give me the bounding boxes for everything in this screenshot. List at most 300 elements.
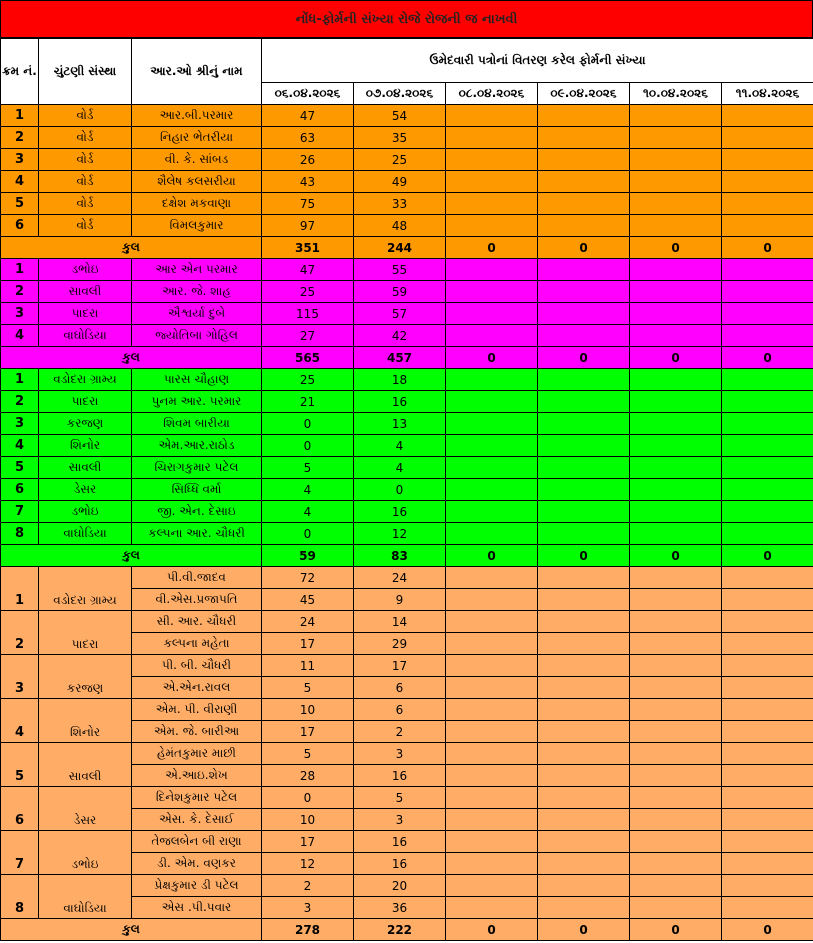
- ro-name: પુનમ આર. પરમાર: [132, 391, 262, 413]
- table-row: [1, 325, 813, 347]
- table-cell: [446, 369, 538, 391]
- serial-number: 3: [1, 655, 39, 699]
- table-cell: [446, 259, 538, 281]
- table-cell: [722, 215, 813, 237]
- count-day-1: 72: [262, 567, 354, 589]
- count-day-1: 17: [262, 831, 354, 853]
- total-label: કુલ: [1, 919, 262, 941]
- ro-name: કલ્પના આર. ચૌધરી: [132, 523, 262, 545]
- table-cell: [722, 743, 813, 765]
- table-row: [1, 413, 813, 435]
- table-cell: [538, 413, 630, 435]
- ro-name: એમ. જે. બારીઆ: [132, 721, 262, 743]
- ro-name: પારસ ચૌહાણ: [132, 369, 262, 391]
- table-row: [1, 369, 813, 391]
- table-cell: [538, 699, 630, 721]
- total-value: 0: [538, 919, 630, 941]
- count-day-1: 26: [262, 149, 354, 171]
- count-day-1: 17: [262, 721, 354, 743]
- serial-number: 1: [1, 567, 39, 611]
- count-day-1: 4: [262, 479, 354, 501]
- count-day-2: 16: [354, 853, 446, 875]
- table-cell: [446, 853, 538, 875]
- count-day-2: 29: [354, 633, 446, 655]
- table-row: [1, 743, 813, 765]
- table-cell: [630, 699, 722, 721]
- serial-number: 4: [1, 699, 39, 743]
- count-day-2: 59: [354, 281, 446, 303]
- table-cell: [630, 457, 722, 479]
- table-cell: [722, 567, 813, 589]
- ro-name: ઐશ્વર્યા દુબે: [132, 303, 262, 325]
- table-cell: [722, 875, 813, 897]
- table-cell: [446, 567, 538, 589]
- election-body: વાઘોડિયા: [39, 325, 132, 347]
- election-body: કરજણ: [39, 655, 132, 699]
- table-cell: [538, 215, 630, 237]
- serial-number: 4: [1, 325, 39, 347]
- count-day-1: 45: [262, 589, 354, 611]
- header-election-body: ચુંટણી સંસ્થા: [39, 39, 132, 105]
- table-cell: [630, 215, 722, 237]
- total-value: 565: [262, 347, 354, 369]
- total-value: 0: [446, 237, 538, 259]
- count-day-2: 55: [354, 259, 446, 281]
- ro-name: આર. જે. શાહ: [132, 281, 262, 303]
- table-cell: [538, 721, 630, 743]
- count-day-2: 54: [354, 105, 446, 127]
- table-cell: [446, 787, 538, 809]
- count-day-1: 4: [262, 501, 354, 523]
- table-cell: [630, 127, 722, 149]
- table-cell: [538, 149, 630, 171]
- serial-number: 2: [1, 391, 39, 413]
- table-cell: [538, 281, 630, 303]
- table-cell: [722, 193, 813, 215]
- serial-number: 3: [1, 413, 39, 435]
- serial-number: 4: [1, 435, 39, 457]
- table-cell: [630, 897, 722, 919]
- table-cell: [538, 303, 630, 325]
- table-cell: [630, 853, 722, 875]
- ro-name: વિમલકુમાર: [132, 215, 262, 237]
- election-body: વોર્ડ: [39, 171, 132, 193]
- serial-number: 1: [1, 259, 39, 281]
- table-cell: [446, 633, 538, 655]
- header-date: ૦૮.૦૪.૨૦૨૬: [446, 83, 538, 105]
- election-body: વોર્ડ: [39, 193, 132, 215]
- table-row: [1, 567, 813, 589]
- total-value: 59: [262, 545, 354, 567]
- count-day-1: 25: [262, 369, 354, 391]
- ro-name: એમ.આર.રાઠોડ: [132, 435, 262, 457]
- serial-number: 2: [1, 127, 39, 149]
- serial-number: 8: [1, 875, 39, 919]
- count-day-1: 63: [262, 127, 354, 149]
- ro-name: આર એન પરમાર: [132, 259, 262, 281]
- total-value: 0: [446, 919, 538, 941]
- election-body: વોર્ડ: [39, 149, 132, 171]
- count-day-2: 3: [354, 743, 446, 765]
- table-row: [1, 215, 813, 237]
- table-cell: [446, 303, 538, 325]
- ro-name: હેમંતકુમાર માછી: [132, 743, 262, 765]
- table-row: [1, 127, 813, 149]
- serial-number: 5: [1, 193, 39, 215]
- total-value: 457: [354, 347, 446, 369]
- serial-number: 5: [1, 743, 39, 787]
- table-cell: [446, 413, 538, 435]
- election-body: વાઘોડિયા: [39, 875, 132, 919]
- header-date: ૦૭.૦૪.૨૦૨૬: [354, 83, 446, 105]
- table-cell: [630, 677, 722, 699]
- table-cell: [630, 369, 722, 391]
- table-cell: [446, 457, 538, 479]
- table-cell: [722, 721, 813, 743]
- ro-name: પી. બી. ચૌધરી: [132, 655, 262, 677]
- count-day-1: 11: [262, 655, 354, 677]
- count-day-2: 9: [354, 589, 446, 611]
- count-day-1: 5: [262, 743, 354, 765]
- count-day-2: 17: [354, 655, 446, 677]
- table-cell: [722, 897, 813, 919]
- table-cell: [446, 875, 538, 897]
- table-cell: [446, 765, 538, 787]
- election-body: વડોદરા ગ્રામ્ય: [39, 567, 132, 611]
- table-cell: [630, 633, 722, 655]
- table-cell: [630, 193, 722, 215]
- table-cell: [446, 809, 538, 831]
- table-cell: [538, 457, 630, 479]
- ro-name: ડી. એમ. વણકર: [132, 853, 262, 875]
- table-cell: [446, 171, 538, 193]
- table-cell: [630, 149, 722, 171]
- count-day-1: 0: [262, 413, 354, 435]
- election-body: પાદરા: [39, 611, 132, 655]
- serial-number: 5: [1, 457, 39, 479]
- table-cell: [538, 391, 630, 413]
- count-day-2: 33: [354, 193, 446, 215]
- table-cell: [722, 127, 813, 149]
- count-day-2: 49: [354, 171, 446, 193]
- table-cell: [538, 743, 630, 765]
- table-cell: [446, 611, 538, 633]
- table-cell: [538, 193, 630, 215]
- table-cell: [446, 655, 538, 677]
- table-body: [1, 105, 813, 941]
- ro-name: જ્યોતિબા ગોહિલ: [132, 325, 262, 347]
- count-day-1: 115: [262, 303, 354, 325]
- table-row: [1, 259, 813, 281]
- count-day-1: 27: [262, 325, 354, 347]
- count-day-2: 12: [354, 523, 446, 545]
- ro-name: વી. કે. સાંબડ: [132, 149, 262, 171]
- table-cell: [722, 325, 813, 347]
- election-body: ડભોઇ: [39, 831, 132, 875]
- serial-number: 3: [1, 149, 39, 171]
- count-day-1: 28: [262, 765, 354, 787]
- table-cell: [446, 831, 538, 853]
- count-day-2: 20: [354, 875, 446, 897]
- ro-name: એસ .પી.પવાર: [132, 897, 262, 919]
- election-body: ડેસર: [39, 479, 132, 501]
- table-cell: [722, 501, 813, 523]
- total-value: 0: [538, 545, 630, 567]
- table-cell: [630, 611, 722, 633]
- total-row: [1, 545, 813, 567]
- serial-number: 6: [1, 479, 39, 501]
- table-cell: [722, 281, 813, 303]
- table-cell: [722, 655, 813, 677]
- total-label: કુલ: [1, 347, 262, 369]
- ro-name: આર.બી.પરમાર: [132, 105, 262, 127]
- table-cell: [538, 655, 630, 677]
- total-value: 351: [262, 237, 354, 259]
- count-day-1: 43: [262, 171, 354, 193]
- table-cell: [722, 677, 813, 699]
- table-row: [1, 875, 813, 897]
- table-cell: [446, 105, 538, 127]
- table-cell: [538, 435, 630, 457]
- total-value: 0: [630, 347, 722, 369]
- page-title: નોંધ-ફોર્મની સંખ્યા રોજે રોજની જ નાખવી: [0, 0, 813, 38]
- ro-name: વી.એસ.પ્રજાપતિ: [132, 589, 262, 611]
- count-day-1: 5: [262, 457, 354, 479]
- election-body: વોર્ડ: [39, 105, 132, 127]
- count-day-1: 25: [262, 281, 354, 303]
- count-day-1: 0: [262, 523, 354, 545]
- count-day-1: 10: [262, 699, 354, 721]
- header-forms-distributed: ઉમેદવારી પત્રોનાં વિતરણ કરેલ ફોર્મની સંખ્યા: [262, 39, 813, 83]
- table-row: [1, 171, 813, 193]
- table-row: [1, 787, 813, 809]
- table-cell: [630, 325, 722, 347]
- ro-name: એમ. પી. વીરાણી: [132, 699, 262, 721]
- table-cell: [722, 809, 813, 831]
- table-cell: [630, 809, 722, 831]
- table-row: [1, 193, 813, 215]
- table-cell: [630, 523, 722, 545]
- count-day-1: 0: [262, 787, 354, 809]
- table-cell: [538, 677, 630, 699]
- ro-name: પ્રેક્ષકુમાર ડી પટેલ: [132, 875, 262, 897]
- total-value: 0: [538, 347, 630, 369]
- ro-name: પી.વી.જાદવ: [132, 567, 262, 589]
- total-value: 0: [446, 545, 538, 567]
- table-cell: [446, 897, 538, 919]
- ro-name: એસ. કે. દેસાઈ: [132, 809, 262, 831]
- election-body: ડેસર: [39, 787, 132, 831]
- ro-name: દિનેશકુમાર પટેલ: [132, 787, 262, 809]
- table-row: [1, 655, 813, 677]
- header-date: ૦૯.૦૪.૨૦૨૬: [538, 83, 630, 105]
- total-value: 0: [630, 545, 722, 567]
- table-cell: [630, 391, 722, 413]
- table-cell: [722, 633, 813, 655]
- ro-name: કલ્પના મહેતા: [132, 633, 262, 655]
- serial-number: 1: [1, 105, 39, 127]
- serial-number: 2: [1, 281, 39, 303]
- count-day-2: 25: [354, 149, 446, 171]
- table-cell: [630, 171, 722, 193]
- table-row: [1, 105, 813, 127]
- header-date: ૦૬.૦૪.૨૦૨૬: [262, 83, 354, 105]
- serial-number: 8: [1, 523, 39, 545]
- table-cell: [538, 259, 630, 281]
- header-date: ૧૧.૦૪.૨૦૨૬: [722, 83, 813, 105]
- table-cell: [722, 611, 813, 633]
- table-cell: [446, 721, 538, 743]
- ro-name: શૈલેષ કલસરીયા: [132, 171, 262, 193]
- total-value: 0: [722, 347, 813, 369]
- table-cell: [722, 787, 813, 809]
- table-row: [1, 501, 813, 523]
- count-day-1: 2: [262, 875, 354, 897]
- table-cell: [722, 699, 813, 721]
- count-day-1: 10: [262, 809, 354, 831]
- table-cell: [446, 435, 538, 457]
- table-row: [1, 149, 813, 171]
- election-body: વડોદરા ગ્રામ્ય: [39, 369, 132, 391]
- count-day-2: 36: [354, 897, 446, 919]
- count-day-1: 0: [262, 435, 354, 457]
- total-value: 0: [722, 919, 813, 941]
- table-cell: [446, 479, 538, 501]
- election-body: સાવલી: [39, 457, 132, 479]
- table-cell: [630, 787, 722, 809]
- forms-table: [0, 38, 813, 941]
- table-cell: [722, 523, 813, 545]
- table-cell: [722, 853, 813, 875]
- table-cell: [722, 457, 813, 479]
- total-label: કુલ: [1, 545, 262, 567]
- count-day-2: 24: [354, 567, 446, 589]
- table-cell: [630, 303, 722, 325]
- table-cell: [630, 765, 722, 787]
- ro-name: એ.એન.રાવલ: [132, 677, 262, 699]
- election-body: પાદરા: [39, 391, 132, 413]
- table-cell: [538, 105, 630, 127]
- table-row: [1, 479, 813, 501]
- table-row: [1, 391, 813, 413]
- table-cell: [630, 259, 722, 281]
- serial-number: 6: [1, 215, 39, 237]
- serial-number: 7: [1, 501, 39, 523]
- count-day-2: 6: [354, 699, 446, 721]
- total-value: 278: [262, 919, 354, 941]
- count-day-2: 3: [354, 809, 446, 831]
- table-cell: [538, 611, 630, 633]
- ro-name: તેજલબેન બી રાણા: [132, 831, 262, 853]
- total-value: 0: [722, 237, 813, 259]
- table-cell: [722, 589, 813, 611]
- table-cell: [446, 699, 538, 721]
- count-day-2: 13: [354, 413, 446, 435]
- total-value: 0: [722, 545, 813, 567]
- table-cell: [722, 435, 813, 457]
- ro-name: એ.આઇ.શેખ: [132, 765, 262, 787]
- election-body: શિનોર: [39, 435, 132, 457]
- table-cell: [722, 391, 813, 413]
- table-cell: [446, 149, 538, 171]
- serial-number: 1: [1, 369, 39, 391]
- count-day-1: 3: [262, 897, 354, 919]
- header-serial: ક્રમ નં.: [1, 39, 39, 105]
- count-day-2: 0: [354, 479, 446, 501]
- table-cell: [538, 171, 630, 193]
- ro-name: દક્ષેશ મકવાણા: [132, 193, 262, 215]
- table-cell: [722, 369, 813, 391]
- count-day-2: 16: [354, 831, 446, 853]
- election-body: પાદરા: [39, 303, 132, 325]
- total-row: [1, 237, 813, 259]
- table-row: [1, 523, 813, 545]
- total-value: 0: [630, 919, 722, 941]
- table-cell: [630, 281, 722, 303]
- header-date: ૧૦.૦૪.૨૦૨૬: [630, 83, 722, 105]
- serial-number: 3: [1, 303, 39, 325]
- election-body: ડભોઇ: [39, 501, 132, 523]
- ro-name: શિવમ બારીયા: [132, 413, 262, 435]
- table-row: [1, 611, 813, 633]
- election-body: સાવલી: [39, 743, 132, 787]
- count-day-1: 24: [262, 611, 354, 633]
- total-value: 0: [630, 237, 722, 259]
- count-day-2: 4: [354, 435, 446, 457]
- table-cell: [538, 809, 630, 831]
- table-cell: [630, 479, 722, 501]
- table-cell: [446, 215, 538, 237]
- table-cell: [722, 479, 813, 501]
- election-body: વોર્ડ: [39, 127, 132, 149]
- election-body: વોર્ડ: [39, 215, 132, 237]
- table-cell: [538, 479, 630, 501]
- table-cell: [538, 897, 630, 919]
- table-cell: [630, 721, 722, 743]
- header-ro-name: આર.ઓ શ્રીનું નામ: [132, 39, 262, 105]
- table-cell: [538, 369, 630, 391]
- election-body: કરજણ: [39, 413, 132, 435]
- table-row: [1, 699, 813, 721]
- table-cell: [722, 303, 813, 325]
- ro-name: ચિરાગકુમાર પટેલ: [132, 457, 262, 479]
- total-value: 222: [354, 919, 446, 941]
- table-cell: [722, 259, 813, 281]
- total-label: કુલ: [1, 237, 262, 259]
- count-day-1: 12: [262, 853, 354, 875]
- ro-name: સી. આર. ચૌધરી: [132, 611, 262, 633]
- ro-name: જી. એન. દેસાઇ: [132, 501, 262, 523]
- count-day-2: 16: [354, 765, 446, 787]
- count-day-2: 16: [354, 501, 446, 523]
- election-body: ડભોઇ: [39, 259, 132, 281]
- table-cell: [538, 875, 630, 897]
- count-day-1: 47: [262, 105, 354, 127]
- table-cell: [538, 787, 630, 809]
- table-cell: [446, 281, 538, 303]
- count-day-1: 21: [262, 391, 354, 413]
- table-cell: [446, 325, 538, 347]
- table-cell: [538, 523, 630, 545]
- count-day-2: 5: [354, 787, 446, 809]
- table-row: [1, 303, 813, 325]
- election-body: વાઘોડિયા: [39, 523, 132, 545]
- table-row: [1, 831, 813, 853]
- table-cell: [538, 325, 630, 347]
- table-row: [1, 281, 813, 303]
- election-body: સાવલી: [39, 281, 132, 303]
- table-cell: [538, 589, 630, 611]
